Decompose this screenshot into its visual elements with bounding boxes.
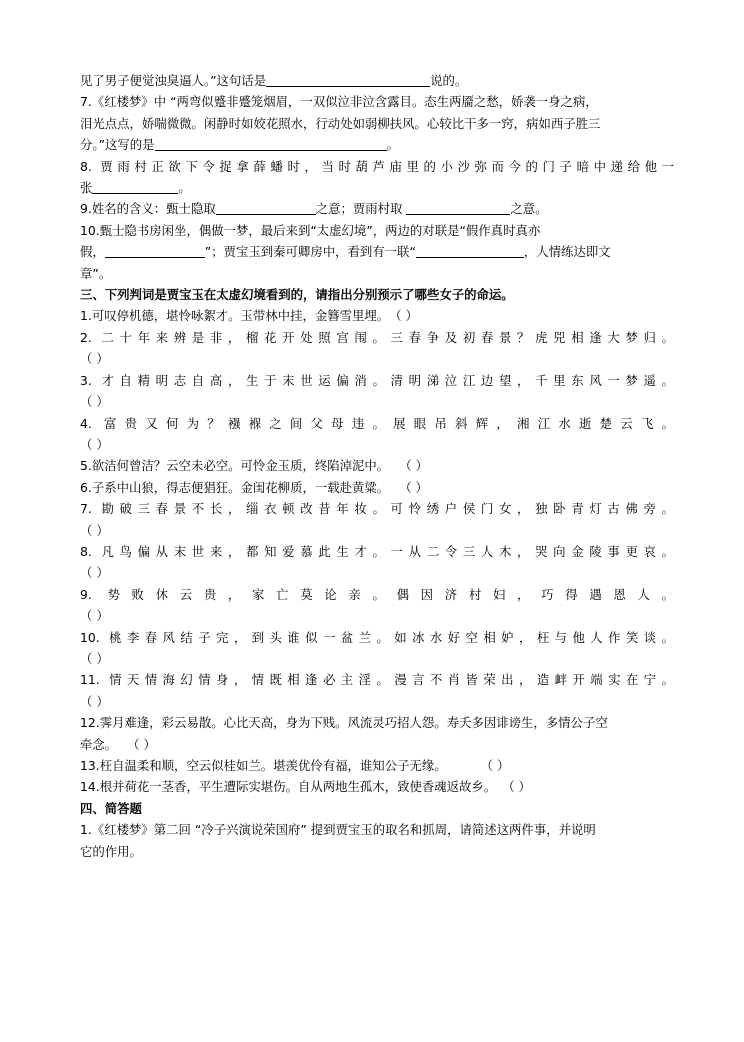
verdict-text: 牵念。 bbox=[80, 736, 118, 752]
verdict-text: 1.可叹停机德，堪怜咏絮才。玉带林中挂，金簪雪里埋。 bbox=[80, 308, 390, 324]
question-7-line-2: 泪光点点，娇喘微微。闲静时如姣花照水，行动处如弱柳扶风。心较比干多一窍，病如西子胜三 bbox=[80, 115, 601, 131]
verdict-item-4-answer[interactable]: （ ） bbox=[80, 436, 109, 452]
q10-text-a: 假， bbox=[80, 244, 105, 260]
verdict-text: 14.根并荷花一茎香，平生遭际实堪伤。自从两地生孤木，致使香魂返故乡。 bbox=[80, 779, 497, 795]
verdict-item-13 bbox=[80, 755, 674, 776]
short-answer-1-writing-area[interactable] bbox=[80, 862, 674, 1042]
q6-text: 见了男子便觉浊臭逼人。”这句话是 bbox=[80, 73, 267, 88]
verdict-text: 6.子系中山狼，得志便猖狂。金闺花柳质，一载赴黄粱。 bbox=[80, 479, 390, 495]
section-4-title: 四、简答题 bbox=[80, 800, 142, 816]
q10-answer-blank-1[interactable] bbox=[105, 243, 205, 258]
short-answer-1-line-1: 1.《红楼梦》第二回 “冷子兴演说荣国府” 提到贾宝玉的取名和抓周，请简述这两件事，并说明 bbox=[80, 822, 596, 838]
verdict-item-6 bbox=[80, 477, 674, 498]
q6-answer-blank[interactable] bbox=[266, 72, 430, 87]
worksheet-page bbox=[80, 70, 674, 1042]
q10-text-b: ”；贾宝玉到秦可卿房中，看到有一联“ bbox=[204, 244, 416, 260]
section-3-title: 三、下列判词是贾宝玉在太虚幻境看到的，请指出分别预示了哪些女子的命运。 bbox=[80, 287, 514, 303]
q8-end: 。 bbox=[178, 180, 191, 196]
question-7-line-1: 7.《红楼梦》中 “两弯似蹙非蹙笼烟眉，一双似泣非泣含露目。态生两靥之愁，娇袭一身之病， bbox=[80, 94, 598, 110]
verdict-item-2-answer[interactable]: （ ） bbox=[80, 351, 109, 367]
verdict-item-1 bbox=[80, 305, 674, 326]
verdict-item-3-answer[interactable]: （ ） bbox=[80, 394, 109, 410]
verdict-item-9-answer[interactable]: （ ） bbox=[80, 608, 109, 624]
verdict-item-4: 4. 富贵又何为？襁褓之间父母违。展眼吊斜辉，湘江水逝楚云飞。 bbox=[80, 415, 674, 431]
q9-text-a: 9.姓名的含义：甄士隐取 bbox=[80, 201, 216, 217]
q10-answer-blank-2[interactable] bbox=[416, 243, 524, 258]
q9-text-b: 之意；贾雨村取 bbox=[315, 201, 407, 217]
q7-text: 分。”这写的是 bbox=[80, 137, 155, 153]
q10-text-c: ，人情练达即文 bbox=[523, 244, 611, 260]
q8-text: 张 bbox=[80, 180, 93, 196]
question-8-line-1: 8. 贾雨村正欲下令捉拿薛蟠时，当时葫芦庙里的小沙弥而今的门子暗中递给他一 bbox=[80, 158, 674, 174]
answer-paren[interactable]: （ ） bbox=[399, 458, 428, 474]
question-10-line-2 bbox=[80, 241, 674, 262]
answer-paren[interactable]: （ ） bbox=[389, 308, 418, 324]
question-10-line-3: 章”。 bbox=[80, 265, 112, 281]
verdict-item-12-line-1: 12.霁月难逢，彩云易散。心比天高，身为下贱。风流灵巧招人怨。寿夭多因诽谤生，多情公子空 bbox=[80, 715, 608, 731]
verdict-item-9: 9. 势败休云贵，家亡莫论亲。偶因济村妇，巧得遇恩人。 bbox=[80, 586, 674, 602]
q7-end: 。 bbox=[386, 137, 399, 153]
answer-paren[interactable]: （ ） bbox=[502, 779, 531, 795]
question-7-line-3 bbox=[80, 134, 674, 155]
verdict-item-3: 3. 才自精明志自高，生于末世运偏消。清明涕泣江边望，千里东风一梦遥。 bbox=[80, 372, 674, 388]
q9-text-c: 之意。 bbox=[510, 201, 548, 217]
answer-paren[interactable]: （ ） bbox=[127, 736, 156, 752]
verdict-item-14 bbox=[80, 776, 674, 797]
verdict-item-2: 2. 二十年来辨是非，榴花开处照宫闱。三春争及初春景？虎兕相逢大梦归。 bbox=[80, 329, 674, 345]
answer-paren[interactable]: （ ） bbox=[480, 758, 510, 773]
verdict-item-11: 11. 情天情海幻情身，情既相逢必主淫。漫言不肖皆荣出，造衅开端实在宁。 bbox=[80, 672, 674, 688]
q9-answer-blank-2[interactable] bbox=[406, 200, 510, 215]
q7-answer-blank[interactable] bbox=[155, 136, 387, 151]
question-6-tail bbox=[80, 70, 674, 91]
verdict-text: 5.欲洁何曾洁？云空未必空。可怜金玉质，终陷淖泥中。 bbox=[80, 458, 390, 474]
verdict-text: 13.枉自温柔和顺，空云似桂如兰。堪羡优伶有福，谁知公子无缘。 bbox=[80, 758, 447, 773]
verdict-item-7-answer[interactable]: （ ） bbox=[80, 522, 109, 538]
verdict-item-11-answer[interactable]: （ ） bbox=[80, 693, 109, 709]
verdict-item-7: 7. 勘破三春景不长，缁衣顿改昔年妆。可怜绣户侯门女，独卧青灯古佛旁。 bbox=[80, 501, 674, 517]
verdict-item-5 bbox=[80, 455, 674, 476]
verdict-item-10: 10. 桃李春风结子完，到头谁似一盆兰。如冰水好空相妒，枉与他人作笑谈。 bbox=[80, 629, 674, 645]
q8-answer-blank[interactable] bbox=[92, 179, 178, 194]
question-9 bbox=[80, 198, 674, 219]
verdict-item-12-line-2 bbox=[80, 734, 674, 755]
answer-paren[interactable]: （ ） bbox=[399, 479, 428, 495]
short-answer-1-line-2: 它的作用。 bbox=[80, 843, 142, 859]
verdict-item-10-answer[interactable]: （ ） bbox=[80, 650, 109, 666]
verdict-item-8: 8. 凡鸟偏从末世来，都知爱慕此生才。一从二令三人木，哭向金陵事更哀。 bbox=[80, 543, 674, 559]
verdict-item-8-answer[interactable]: （ ） bbox=[80, 565, 109, 581]
q6-end: 说的。 bbox=[430, 73, 468, 88]
question-8-line-2 bbox=[80, 177, 674, 198]
question-10-line-1: 10.甄士隐书房闲坐，偶做一梦，最后来到“太虚幻境”，两边的对联是“假作真时真亦 bbox=[80, 222, 541, 238]
q9-answer-blank-1[interactable] bbox=[216, 200, 316, 215]
